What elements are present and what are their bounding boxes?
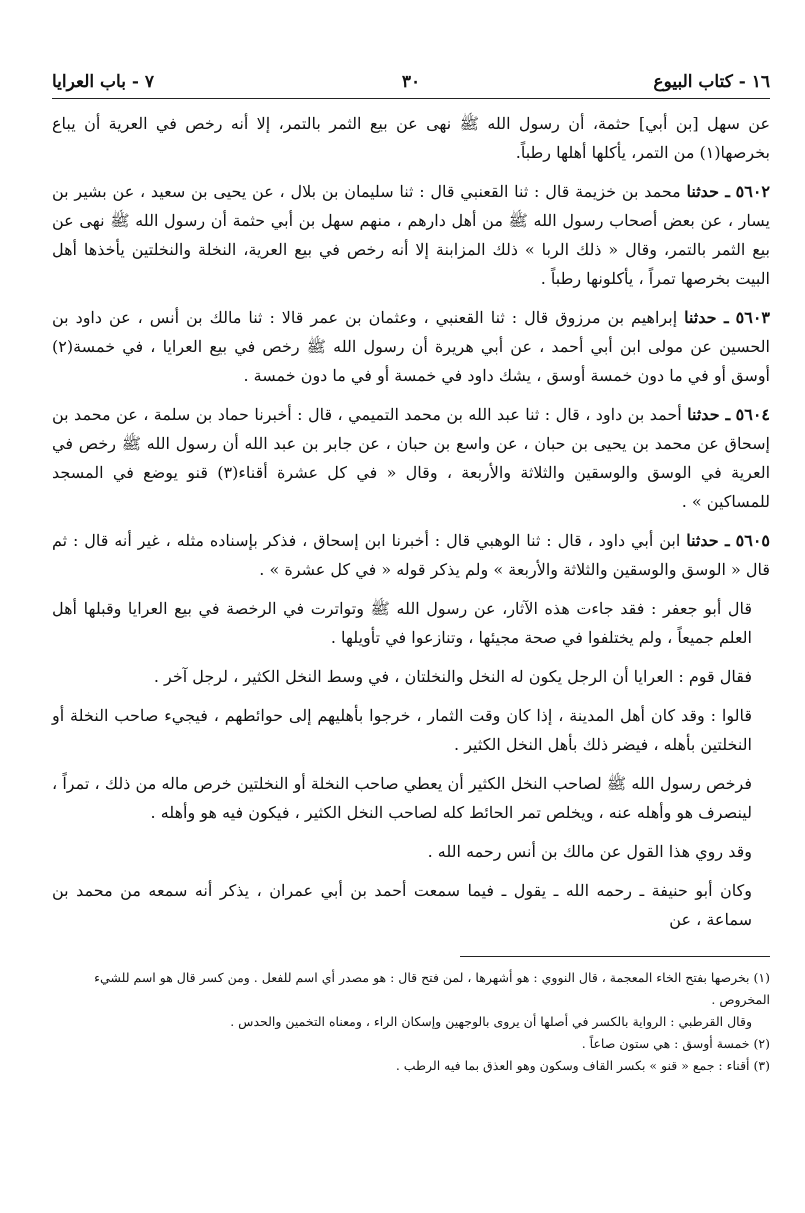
hadith-number: ٥٦٠٢: [735, 182, 771, 201]
hadith-text: محمد بن خزيمة قال : ثنا القعنبي قال : ثنا سليمان بن بلال ، عن يحيى بن سعيد ، عن بشير بن يسار ، عن بعض أصحاب رسول الله ﷺ من أهل دارهم ، منهم سهل بن أبي حثمة أن رسول الله ﷺ نهى عن بيع الثمر بالتمر، وقال « ذلك الربا » ذلك المزابنة إلا أنه رخص في بيع العرية، النخلة والنخلتين يأخذها أهل البيت بخرصها تمراً ، يأكلونها رطباً .: [52, 182, 770, 288]
hadith-5604: [52, 400, 770, 516]
commentary-paragraph: فقال قوم : العرايا أن الرجل يكون له النخل والنخلتان ، في وسط النخل الكثير ، لرجل آخر .: [153, 667, 752, 686]
document-page: [52, 70, 770, 1077]
hadith-tag: ـ حدثنا: [686, 531, 730, 550]
hadith-number: ٥٦٠٣: [735, 308, 770, 327]
intro-paragraph: عن سهل [بن أبي] حثمة، أن رسول الله ﷺ نهى عن بيع الثمر بالتمر، إلا أنه رخص في العرية أن يباع بخرصها(١) من التمر، يأكلها أهلها رطباً.: [52, 114, 770, 162]
hadith-5605: [52, 526, 770, 584]
header-rule: [52, 98, 770, 99]
chapter-title: ٧ - باب العرايا: [52, 72, 154, 92]
hadith-number: ٥٦٠٤: [735, 405, 770, 424]
commentary-paragraph: وكان أبو حنيفة ـ رحمه الله ـ يقول ـ فيما سمعت أحمد بن أبي عمران ، يذكر أنه سمعه من محمد بن سماعة ، عن: [52, 881, 752, 929]
hadith-tag: ـ حدثنا: [684, 308, 729, 327]
footnote: (١) بخرصها بفتح الخاء المعجمة ، قال النووي : هو أشهرها ، لمن فتح قال : هو مصدر أي اسم للفعل . ومن كسر قال هو اسم للشيء المخروص .: [94, 970, 770, 1007]
book-title: ١٦ - كتاب البيوع: [653, 72, 770, 92]
commentary-paragraph: قالوا : وقد كان أهل المدينة ، إذا كان وقت الثمار ، خرجوا بأهليهم إلى حوائطهم ، فيجيء صاحب النخلة أو النخلتين بأهله ، فيضر ذلك بأهل النخل الكثير .: [52, 706, 752, 754]
commentary-paragraph: فرخص رسول الله ﷺ لصاحب النخل الكثير أن يعطي صاحب النخلة أو النخلتين خرص ماله من ذلك ، تمراً ، لينصرف هو وأهله عنه ، ويخلص تمر الحائط كله لصاحب النخل الكثير ، فيكون فيه هو وأهله .: [52, 774, 752, 822]
main-text: [52, 109, 770, 934]
footnote-rule: [460, 956, 770, 957]
hadith-5602: [52, 177, 770, 293]
footnote: وقال القرطبي : الرواية بالكسر في أصلها أن يروى بالوجهين وإسكان الراء ، ومعناه التخمين والحدس .: [230, 1014, 752, 1029]
hadith-tag: ـ حدثنا: [687, 405, 731, 424]
hadith-5603: [52, 303, 770, 390]
hadith-text: إبراهيم بن مرزوق قال : ثنا القعنبي ، وعثمان بن عمر قالا : ثنا مالك بن أنس ، عن داود بن الحسين عن مولى ابن أبي أحمد ، عن أبي هريرة أن رسول الله ﷺ رخص في بيع العرايا ، في خمسة(٢) أوسق أو في ما دون خمسة أوسق ، يشك داود في خمسة أو في ما دون خمسة .: [52, 308, 770, 385]
hadith-text: ابن أبي داود ، قال : ثنا الوهبي قال : أخبرنا ابن إسحاق ، فذكر بإسناده مثله ، غير أنه قال : ثم قال « الوسق والوسقين والثلاثة والأربعة » ولم يذكر قوله « في كل عشرة » .: [52, 531, 770, 579]
page-number: ٣٠: [401, 72, 421, 92]
hadith-number: ٥٦٠٥: [735, 531, 770, 550]
footnote: (٢) خمسة أوسق : هي ستون صاعاً .: [581, 1036, 770, 1051]
page-header: [52, 70, 770, 96]
footnotes: [52, 967, 770, 1077]
commentary-paragraph: قال أبو جعفر : فقد جاءت هذه الآثار، عن رسول الله ﷺ وتواترت في الرخصة في بيع العرايا وقبلها أهل العلم جميعاً ، ولم يختلفوا في صحة مجيئها ، وتنازعوا في تأويلها .: [52, 599, 752, 647]
hadith-text: أحمد بن داود ، قال : ثنا عبد الله بن محمد التميمي ، قال : أخبرنا حماد بن سلمة ، عن محمد بن إسحاق عن محمد بن يحيى بن حبان ، عن واسع بن حبان ، عن جابر بن عبد الله أن رسول الله ﷺ رخص في العرية في الوسق والوسقين والثلاثة والأربعة ، وقال « في كل عشرة أقناء(٣) قنو يوضع في المسجد للمساكين » .: [52, 405, 771, 511]
footnote: (٣) أقناء : جمع « قنو » بكسر القاف وسكون وهو العذق بما فيه الرطب .: [395, 1058, 770, 1073]
commentary-paragraph: وقد روي هذا القول عن مالك بن أنس رحمه الله .: [427, 842, 752, 861]
hadith-tag: ـ حدثنا: [686, 182, 730, 201]
